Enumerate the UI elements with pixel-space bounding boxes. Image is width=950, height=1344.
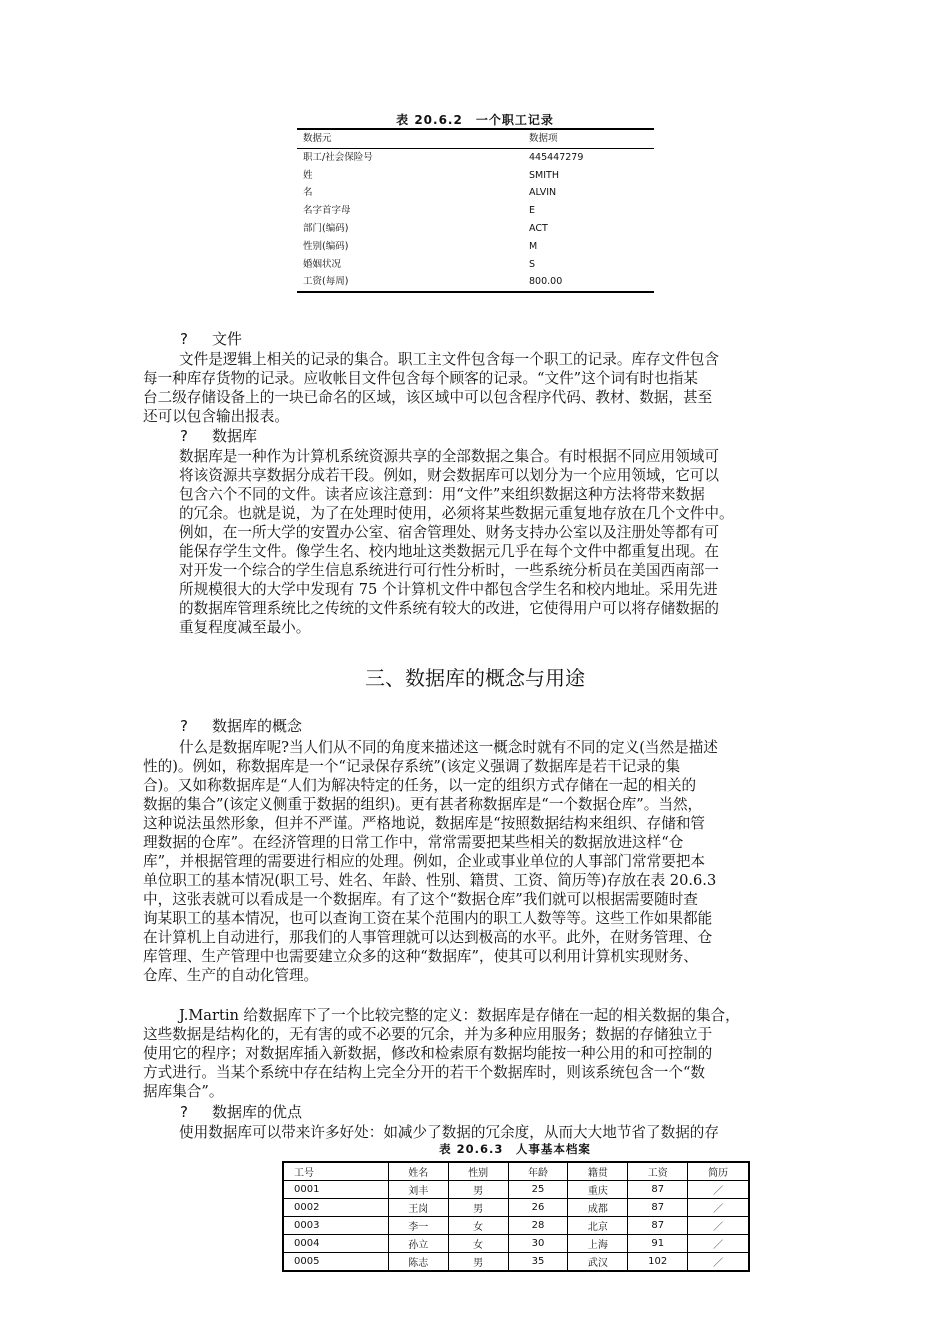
table-cell: ALVIN: [529, 187, 557, 199]
header-cell: 简历: [688, 1162, 749, 1181]
header-cell: 籍贯: [568, 1162, 628, 1181]
text-line: 所规模很大的大学中发现有 75 个计算机文件中都包含学生名和校内地址。采用先进: [179, 581, 718, 598]
table-cell: 职工/社会保险号: [303, 151, 373, 163]
text-line: 数据的集合”(该定义侧重于数据的组织)。更有甚者称数据库是“一个数据仓库”。当然，: [143, 796, 703, 813]
bullet-icon: ?: [180, 1103, 188, 1121]
table-cell: 陈志: [388, 1253, 448, 1272]
section-title: 数据库的优点: [211, 1103, 302, 1121]
text-line: 这些数据是结构化的，无有害的或不必要的冗余，并为多种应用服务；数据的存储独立于: [143, 1026, 713, 1043]
header-cell: 数据项: [523, 129, 654, 148]
table-cell: E: [529, 205, 536, 217]
text-line: 使用它的程序；对数据库插入新数据，修改和检索原有数据均能按一种公用的和可控制的: [143, 1045, 713, 1062]
table-row: [297, 220, 654, 238]
employee-record-table: [297, 128, 654, 293]
table-cell: 孙立: [388, 1235, 448, 1253]
text-line: 还可以包含输出报表。: [143, 408, 289, 425]
text-line: 库”，并根据管理的需要进行相应的处理。例如，企业或事业单位的人事部门常常要把本: [143, 853, 706, 870]
table-cell: 91: [628, 1235, 688, 1253]
table-row: [297, 148, 654, 166]
section-title: 数据库的概念: [211, 717, 302, 735]
table-row: [297, 167, 654, 185]
text-line: 数据库是一种作为计算机系统资源共享的全部数据之集合。有时根据不同应用领域可: [179, 448, 719, 465]
table-cell: 上海: [568, 1235, 628, 1253]
table-row: [297, 273, 654, 292]
table-cell: 0001: [283, 1181, 388, 1199]
section-concept-title: [180, 716, 302, 736]
table2-caption: 表 20.6.3 人事基本档案: [439, 1142, 591, 1156]
section-file-body: [143, 350, 813, 426]
table-cell: 35: [508, 1253, 568, 1272]
table-cell: 名: [303, 187, 313, 199]
bullet-icon: ?: [180, 330, 188, 348]
table-cell: 成都: [568, 1199, 628, 1217]
text-line: 据库集合”。: [143, 1083, 224, 1100]
section-advantages-title: [180, 1102, 302, 1122]
table-cell: 445447279: [529, 151, 584, 163]
table-cell: 王岗: [388, 1199, 448, 1217]
table-cell: ／: [688, 1235, 749, 1253]
section-title: 文件: [211, 330, 242, 348]
section-database-body: [179, 447, 819, 637]
table-cell: 30: [508, 1235, 568, 1253]
table-cell: M: [529, 240, 538, 252]
table1-caption: 表 20.6.2 一个职工记录: [396, 113, 554, 127]
table-cell: 李一: [388, 1217, 448, 1235]
table-cell: ／: [688, 1253, 749, 1272]
text-line: 性的)。例如，称数据库是一个“记录保存系统”(该定义强调了数据库是若干记录的集: [143, 758, 681, 775]
text-line: 能保存学生文件。像学生名、校内地址这类数据元几乎在每个文件中都重复出现。在: [179, 543, 719, 560]
text-line: 什么是数据库呢?当人们从不同的角度来描述这一概念时就有不同的定义(当然是描述: [179, 739, 718, 756]
table-cell: 女: [448, 1217, 508, 1235]
table-cell: 0002: [283, 1199, 388, 1217]
table-header-row: [283, 1162, 749, 1181]
table-cell: ／: [688, 1181, 749, 1199]
table-row: [297, 184, 654, 202]
table-cell: 26: [508, 1199, 568, 1217]
text-line: 方式进行。当某个系统中存在结构上完全分开的若干个数据库时，则该系统包含一个“数: [143, 1064, 706, 1081]
table-cell: 工资(每周): [297, 273, 523, 292]
bullet-icon: ?: [180, 427, 188, 445]
header-cell: 工号: [283, 1162, 388, 1181]
section-file-title: [180, 329, 242, 349]
section-title: 数据库: [211, 427, 257, 445]
table-cell: 男: [448, 1253, 508, 1272]
table-row: [283, 1217, 749, 1235]
text-line: 的数据库管理系统比之传统的文件系统有较大的改进，它使得用户可以将存储数据的: [179, 600, 719, 617]
table-cell: SMITH: [529, 169, 559, 181]
text-line: 包含六个不同的文件。读者应该注意到：用“文件”来组织数据这种方法将带来数据: [179, 486, 705, 503]
text-line: 这种说法虽然形象，但并不严谨。严格地说，数据库是“按照数据结构来组织、存储和管: [143, 815, 706, 832]
table-cell: 性别(编码): [303, 240, 349, 252]
table-cell: ／: [688, 1217, 749, 1235]
text-line: 理数据的仓库”。在经济管理的日常工作中，常常需要把某些相关的数据放进这样“仓: [143, 834, 684, 851]
table-cell: 102: [628, 1253, 688, 1272]
header-cell: 姓名: [388, 1162, 448, 1181]
header-cell: 数据元: [297, 129, 523, 148]
text-line: J.Martin 给数据库下了一个比较完整的定义：数据库是存储在一起的相关数据的集合，: [179, 1007, 740, 1024]
table-cell: ACT: [529, 222, 548, 234]
text-line: 对开发一个综合的学生信息系统进行可行性分析时，一些系统分析员在美国西南部一: [179, 562, 719, 579]
martin-definition: [143, 1006, 813, 1101]
text-line: 单位职工的基本情况(职工号、姓名、年龄、性别、籍贯、工资、简历等)存放在表 20.6.3: [143, 872, 717, 889]
table-cell: 北京: [568, 1217, 628, 1235]
table-cell: 重庆: [568, 1181, 628, 1199]
table-cell: 87: [628, 1199, 688, 1217]
section-concept-body: [143, 738, 813, 985]
text-line: 使用数据库可以带来许多好处：如减少了数据的冗余度，从而大大地节省了数据的存: [179, 1124, 719, 1141]
text-line: 仓库、生产的自动化管理。: [143, 967, 319, 984]
table-cell: 0003: [283, 1217, 388, 1235]
table-row: [297, 238, 654, 256]
text-line: 的冗余。也就是说，为了在处理时使用，必须将某些数据元重复地存放在几个文件中。: [179, 505, 734, 522]
table-cell: 0005: [283, 1253, 388, 1272]
table-cell: 87: [628, 1181, 688, 1199]
table-cell: 800.00: [523, 273, 654, 292]
table-row: [283, 1181, 749, 1199]
text-line: 中，这张表就可以看成是一个数据库。有了这个“数据仓库”我们就可以根据需要随时查: [143, 891, 698, 908]
text-line: 每一种库存货物的记录。应收帐目文件包含每个顾客的记录。“文件”这个词有时也指某: [143, 370, 698, 387]
table-cell: 男: [448, 1181, 508, 1199]
table-cell: 武汉: [568, 1253, 628, 1272]
text-line: 库管理、生产管理中也需要建立众多的这种“数据库”，使其可以利用计算机实现财务、: [143, 948, 698, 965]
table-row: [283, 1253, 749, 1272]
header-cell: 性别: [448, 1162, 508, 1181]
section-database-title: [180, 426, 257, 446]
text-line: 台二级存储设备上的一块已命名的区域，该区域中可以包含程序代码、教材、数据，甚至: [143, 389, 713, 406]
text-line: 重复程度减至最小。: [179, 619, 311, 636]
table-row: [297, 202, 654, 220]
text-line: 合)。又如称数据库是“人们为解决特定的任务，以一定的组织方式存储在一起的相关的: [143, 777, 697, 794]
table-row: [283, 1235, 749, 1253]
table-header-row: [297, 129, 654, 148]
table-cell: 25: [508, 1181, 568, 1199]
section-heading: 三、数据库的概念与用途: [365, 666, 585, 690]
bullet-icon: ?: [180, 717, 188, 735]
table-cell: 0004: [283, 1235, 388, 1253]
header-cell: 年龄: [508, 1162, 568, 1181]
text-line: 在计算机上自动进行，那我们的人事管理就可以达到极高的水平。此外，在财务管理、仓: [143, 929, 713, 946]
text-line: 例如，在一所大学的安置办公室、宿舍管理处、财务支持办公室以及注册处等都有可: [179, 524, 719, 541]
section-advantages-body: [143, 1123, 813, 1142]
table-cell: 刘丰: [388, 1181, 448, 1199]
table-cell: 姓: [303, 169, 313, 181]
text-line: 将该资源共享数据分成若干段。例如，财会数据库可以划分为一个应用领域，它可以: [179, 467, 719, 484]
table-cell: 部门(编码): [303, 222, 349, 234]
table-cell: 女: [448, 1235, 508, 1253]
table-row: [283, 1199, 749, 1217]
table-cell: S: [529, 258, 536, 270]
table-cell: 87: [628, 1217, 688, 1235]
text-line: 文件是逻辑上相关的记录的集合。职工主文件包含每一个职工的记录。库存文件包含: [179, 351, 719, 368]
table-cell: 名字首字母: [303, 205, 351, 217]
table-cell: 婚姻状况: [303, 258, 342, 270]
table-row: [297, 256, 654, 274]
text-line: 询某职工的基本情况，也可以查询工资在某个范围内的职工人数等等。这些工作如果都能: [143, 910, 713, 927]
table-cell: 男: [448, 1199, 508, 1217]
header-cell: 工资: [628, 1162, 688, 1181]
table-cell: ／: [688, 1199, 749, 1217]
table-cell: 28: [508, 1217, 568, 1235]
personnel-archive-table: [282, 1161, 750, 1272]
